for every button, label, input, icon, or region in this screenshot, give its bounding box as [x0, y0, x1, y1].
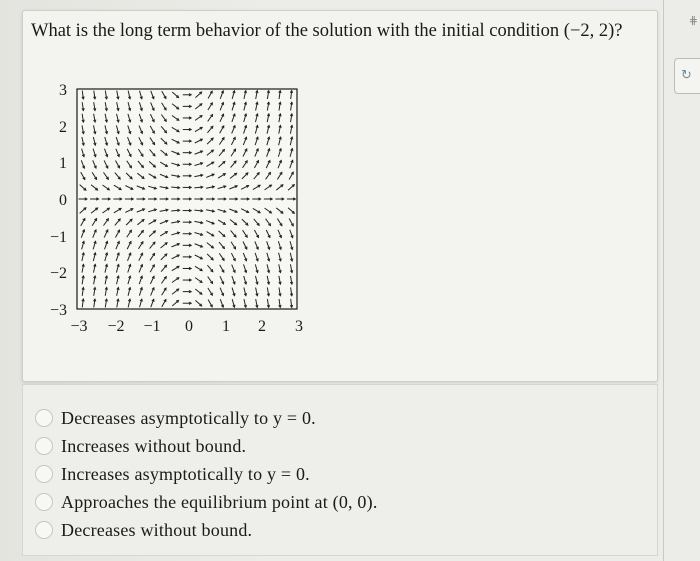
answer-label: Increases without bound.	[61, 435, 247, 456]
answer-options	[22, 384, 658, 556]
answer-option[interactable]	[35, 489, 378, 515]
x-tick-label: 3	[295, 318, 303, 335]
y-tick-label: −3	[49, 302, 67, 319]
answer-option[interactable]	[35, 517, 252, 543]
x-tick-label: 2	[258, 318, 266, 335]
y-tick-label: −2	[49, 265, 67, 282]
y-tick-label: 0	[59, 192, 67, 209]
answer-option[interactable]	[35, 461, 310, 487]
question-text: What is the long term behavior of the solution with the initial condition (−2, 2)?	[31, 21, 623, 41]
y-tick-label: 1	[59, 155, 67, 172]
direction-field-plot	[33, 79, 333, 351]
radio-button[interactable]	[35, 437, 53, 455]
answer-label: Approaches the equilibrium point at (0, 0).	[61, 491, 378, 512]
answer-label: Decreases asymptotically to y = 0.	[61, 407, 316, 428]
right-sidebar	[663, 0, 700, 561]
radio-button[interactable]	[35, 521, 53, 539]
radio-button[interactable]	[35, 465, 53, 483]
x-tick-label: −2	[107, 318, 125, 335]
y-tick-label: −1	[49, 229, 67, 246]
refresh-icon[interactable]: ↻	[674, 58, 700, 94]
x-tick-label: 0	[185, 318, 193, 335]
answer-option[interactable]	[35, 405, 316, 431]
answer-label: Decreases without bound.	[61, 519, 253, 540]
y-tick-label: 3	[59, 82, 67, 99]
radio-button[interactable]	[35, 493, 53, 511]
answer-option[interactable]	[35, 433, 246, 459]
x-tick-label: −3	[70, 318, 88, 335]
question-card	[22, 10, 658, 382]
y-tick-label: 2	[59, 119, 67, 136]
hash-icon[interactable]: ⋕	[688, 14, 698, 27]
x-tick-label: −1	[143, 318, 161, 335]
answer-label: Increases asymptotically to y = 0.	[61, 463, 310, 484]
x-tick-label: 1	[222, 318, 230, 335]
radio-button[interactable]	[35, 409, 53, 427]
